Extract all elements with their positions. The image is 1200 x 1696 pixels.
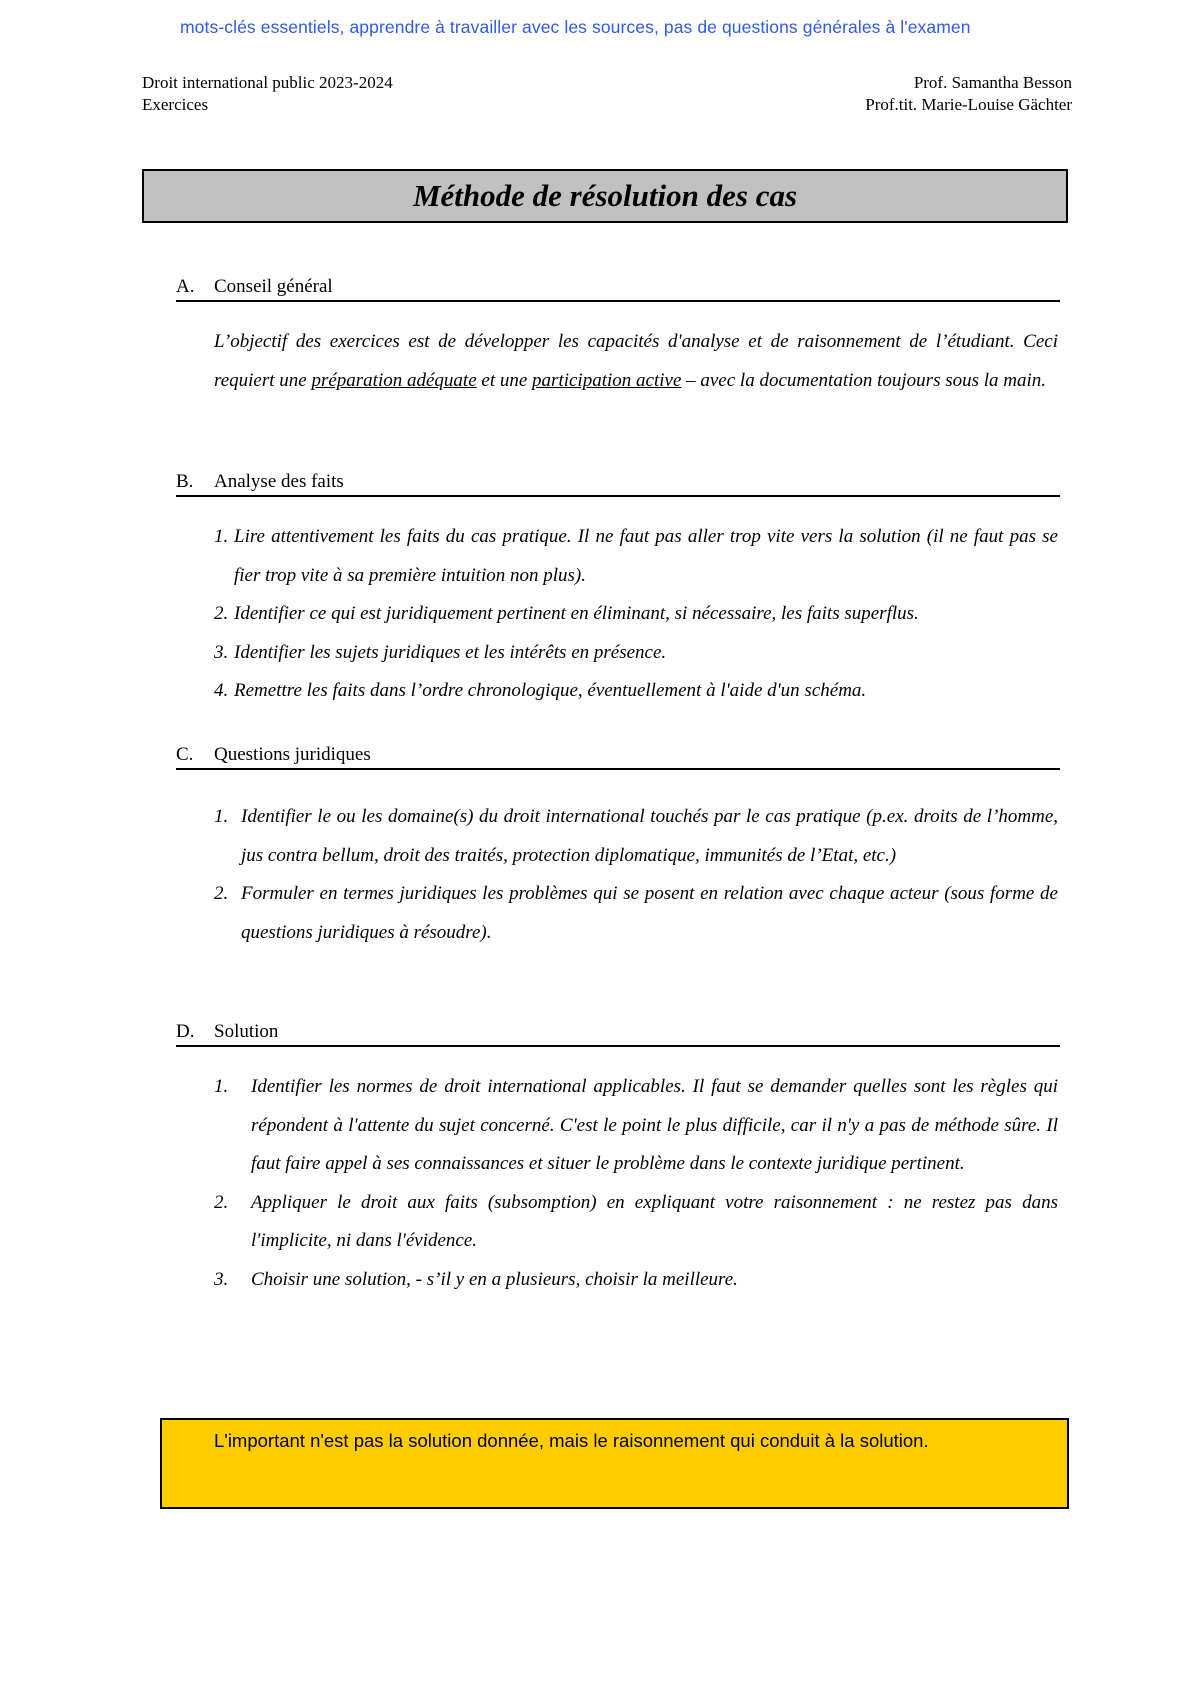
section-letter: D. xyxy=(176,1021,195,1042)
section-heading xyxy=(176,275,1060,302)
section-title: Conseil général xyxy=(214,276,333,297)
handwritten-annotation: mots-clés essentiels, apprendre à travailler avec les sources, pas de questions générales à l'examen xyxy=(180,17,971,37)
co-professor-name: Prof.tit. Marie-Louise Gächter xyxy=(865,95,1072,114)
section-d xyxy=(176,1020,1060,1047)
item-number: 2. xyxy=(214,603,229,624)
item-number: 1. xyxy=(214,806,229,827)
item-text: Formuler en termes juridiques les problèmes qui se posent en relation avec chaque acteur (sous forme de questions juridiques à résoudre). xyxy=(241,883,1058,943)
list-item xyxy=(214,1068,1058,1184)
item-text: Identifier le ou les domaine(s) du droit international touchés par le cas pratique (p.ex. droits de l’homme, jus contra bellum, droit des traités, protection diplomatique, immunités de l’Etat, etc.) xyxy=(241,806,1058,866)
item-number: 3. xyxy=(214,641,229,663)
item-text: Identifier ce qui est juridiquement pertinent en éliminant, si nécessaire, les faits superflus. xyxy=(234,603,919,624)
list-item xyxy=(214,1261,1058,1300)
section-b xyxy=(176,470,1060,497)
item-number: 3. xyxy=(214,1268,229,1290)
paragraph-text: et une xyxy=(476,369,533,391)
item-text: Lire attentivement les faits du cas pratique. Il ne faut pas aller trop vite vers la solution (il ne faut pas se fier trop vite à sa première intuition non plus). xyxy=(234,526,1058,586)
item-text: Identifier les normes de droit international applicables. Il faut se demander quelles sont les règles qui répondent à l'attente du sujet concerné. C'est le point le plus difficile, car il n'y a pas de méthode sûre. Il faut faire appel à ses connaissances et situer le problème dans le contexte juridique pertinent. xyxy=(251,1076,1058,1174)
section-letter: C. xyxy=(176,744,194,765)
section-d-list xyxy=(214,1068,1058,1299)
header-right xyxy=(865,72,1072,116)
list-item xyxy=(214,518,1058,595)
section-a-paragraph xyxy=(214,323,1058,400)
item-number: 1. xyxy=(214,1076,229,1097)
section-letter: B. xyxy=(176,471,194,492)
section-title: Questions juridiques xyxy=(214,744,371,765)
item-number: 2. xyxy=(214,1191,229,1213)
course-subtitle: Exercices xyxy=(142,95,209,114)
list-item xyxy=(214,1184,1058,1261)
list-item xyxy=(214,875,1058,952)
item-text: Identifier les sujets juridiques et les intérêts en présence. xyxy=(234,641,667,663)
section-c-list xyxy=(214,798,1058,952)
key-message-box xyxy=(160,1418,1069,1509)
section-title: Analyse des faits xyxy=(214,471,344,492)
header-left xyxy=(142,72,393,116)
item-text: Choisir une solution, - s’il y en a plusieurs, choisir la meilleure. xyxy=(251,1268,738,1290)
title-box xyxy=(142,169,1068,223)
item-number: 1. xyxy=(214,526,229,547)
item-text: Remettre les faits dans l’ordre chronologique, éventuellement à l'aide d'un schéma. xyxy=(234,680,867,701)
list-item xyxy=(214,634,1058,673)
list-item xyxy=(214,798,1058,875)
section-c xyxy=(176,743,1060,770)
item-number: 4. xyxy=(214,680,229,701)
professor-name: Prof. Samantha Besson xyxy=(913,73,1072,92)
key-message-text: L'important n'est pas la solution donnée, mais le raisonnement qui conduit à la solution. xyxy=(214,1430,929,1451)
section-title: Solution xyxy=(214,1021,279,1042)
item-text: Appliquer le droit aux faits (subsomption) en expliquant votre raisonnement : ne restez pas dans l'implicite, ni dans l'évidence. xyxy=(251,1191,1058,1251)
section-b-list xyxy=(214,518,1058,711)
section-heading xyxy=(176,743,1060,770)
section-a xyxy=(176,275,1060,302)
list-item xyxy=(214,672,1058,711)
paragraph-text: – avec la documentation toujours sous la main. xyxy=(681,369,1047,391)
item-number: 2. xyxy=(214,883,229,904)
section-heading xyxy=(176,1020,1060,1047)
course-title: Droit international public 2023-2024 xyxy=(142,73,393,92)
page-title: Méthode de résolution des cas xyxy=(412,178,798,213)
list-item xyxy=(214,595,1058,634)
underlined-term: participation active xyxy=(532,369,682,391)
section-heading xyxy=(176,470,1060,497)
underlined-term: préparation adéquate xyxy=(311,369,477,391)
paragraph-text: L’objectif des exercices est de développer les capacités d'analyse et de raisonnement de l’étudiant. Ceci requiert une xyxy=(214,331,1058,391)
section-letter: A. xyxy=(176,276,195,297)
